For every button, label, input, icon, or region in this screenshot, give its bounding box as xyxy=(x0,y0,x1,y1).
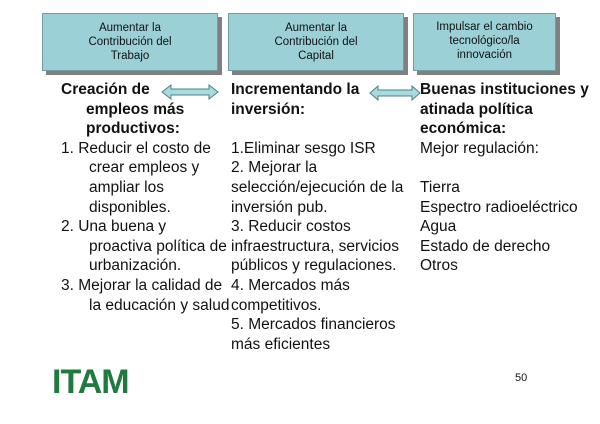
column-innovacion xyxy=(420,80,590,276)
list-item: 2. Una buena y proactiva política de urbanización. xyxy=(61,218,227,275)
list-item: 4. Mercados más competitivos. xyxy=(231,276,350,314)
header-box-label: Aumentar la Contribución del Trabajo xyxy=(88,22,172,62)
list-item: 1. Reducir el costo de crear empleos y ampliar los disponibles. xyxy=(61,139,211,216)
list-item: 3. Reducir costos infraestructura, servicios públicos y regulaciones. xyxy=(231,218,399,275)
column-trabajo xyxy=(61,80,231,315)
column-heading: Incrementando la inversión: xyxy=(231,81,360,118)
header-box-label: Aumentar la Contribución del Capital xyxy=(274,22,358,62)
list-item: Tierra xyxy=(420,178,460,196)
header-box-trabajo xyxy=(42,13,218,71)
column-heading-line: empleos más productivos: xyxy=(86,100,185,138)
itam-logo: ITAM xyxy=(52,363,129,401)
column-intro: Mejor regulación: xyxy=(420,139,539,157)
column-heading-line: Creación de xyxy=(61,81,150,98)
list-item: Otros xyxy=(420,257,458,275)
header-box-innovacion xyxy=(413,13,556,71)
list-item: 1.Eliminar sesgo ISR xyxy=(231,139,376,157)
page-number: 50 xyxy=(515,372,528,384)
list-item: Estado de derecho xyxy=(420,237,551,255)
column-heading: Buenas instituciones y atinada política económica: xyxy=(420,81,589,138)
column-capital xyxy=(231,80,416,354)
header-box-label: Impulsar el cambio tecnológico/la innovación xyxy=(436,21,533,61)
list-item: 3. Mejorar la calidad de la educación y salud xyxy=(61,276,230,314)
list-item: 5. Mercados financieros más eficientes xyxy=(231,316,396,353)
list-item: Espectro radioeléctrico xyxy=(420,198,578,216)
column-heading xyxy=(61,80,231,139)
list-item: Agua xyxy=(420,218,457,236)
header-box-capital xyxy=(228,13,404,71)
list-item: 2. Mejorar la selección/ejecución de la inversión pub. xyxy=(231,159,404,216)
